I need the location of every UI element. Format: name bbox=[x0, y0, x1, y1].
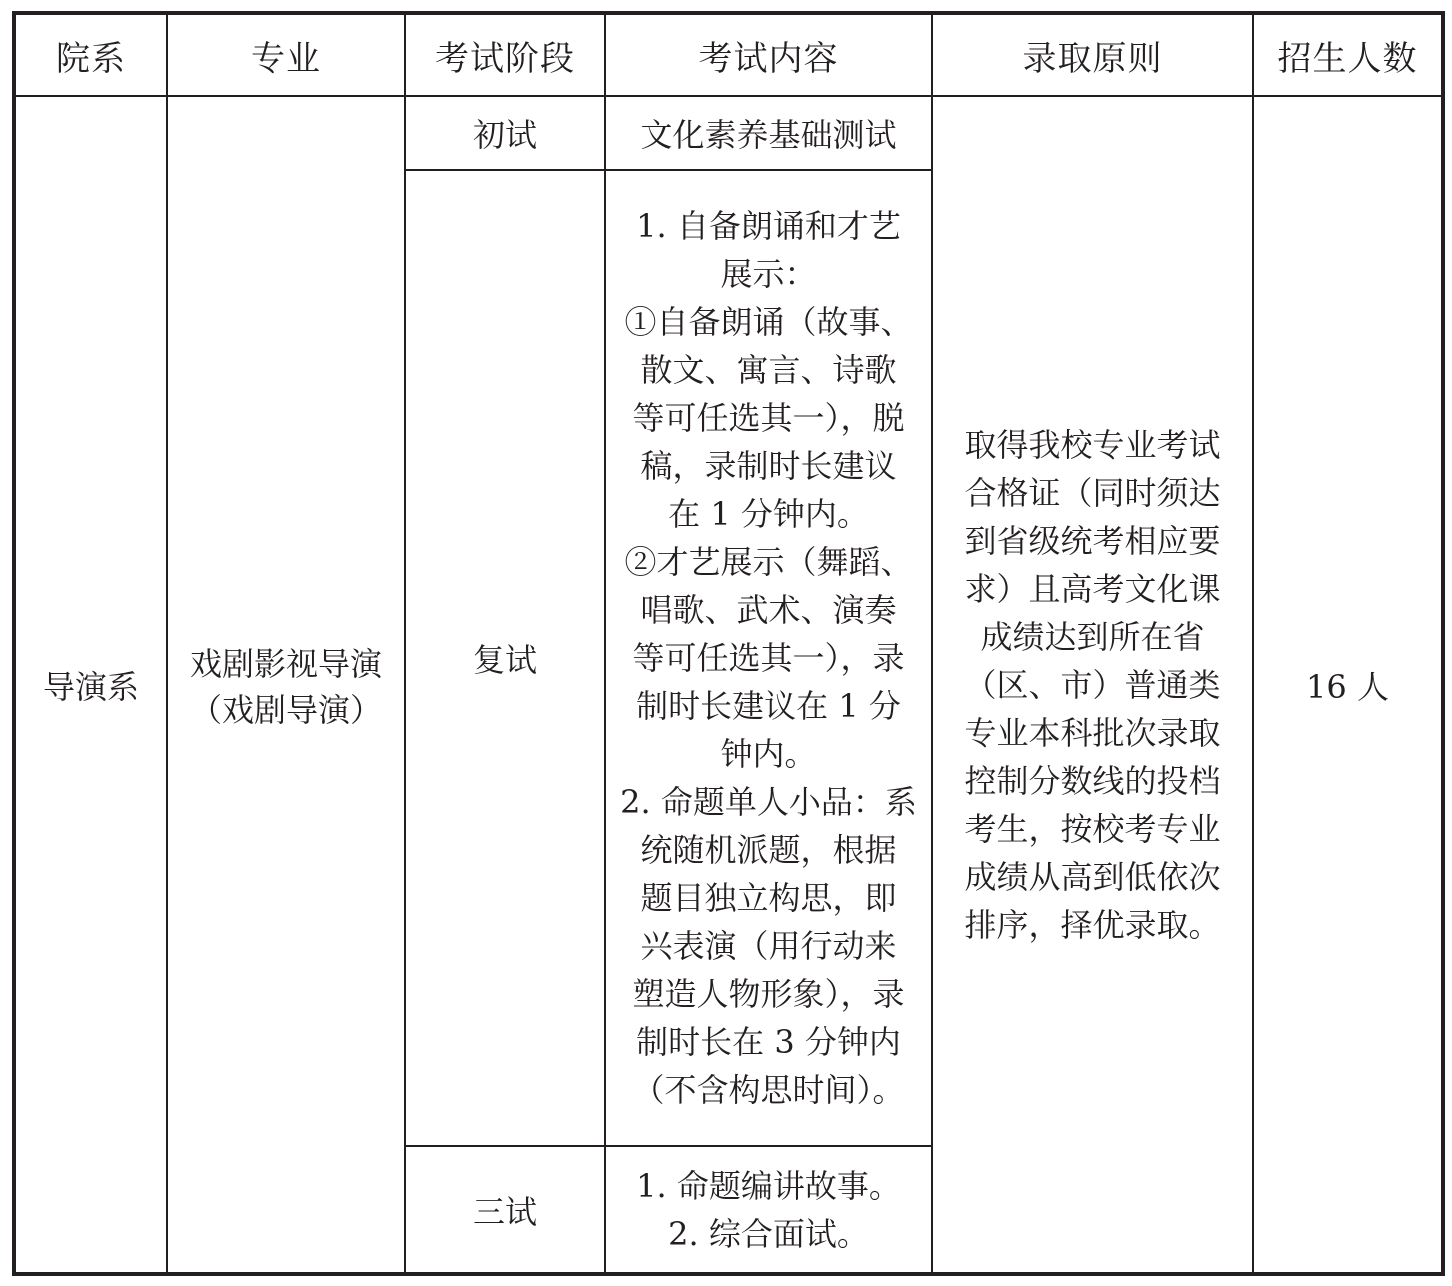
table-row bbox=[14, 96, 1443, 170]
content-line: 题目独立构思，即 bbox=[640, 879, 897, 917]
principle-line: 控制分数线的投档 bbox=[964, 761, 1221, 800]
header-exam-stage: 考试阶段 bbox=[405, 13, 605, 96]
content-line: （不含构思时间）。 bbox=[632, 1071, 905, 1109]
content-line: 1. 自备朗诵和才艺 bbox=[636, 207, 901, 245]
content-line: 唱歌、武术、演奏 bbox=[640, 591, 897, 629]
content-line: 在 1 分钟内。 bbox=[668, 495, 869, 533]
content-line: 散文、寓言、诗歌 bbox=[640, 351, 897, 389]
content-line: 等可任选其一），脱 bbox=[632, 399, 905, 437]
content-line: 稿，录制时长建议 bbox=[640, 447, 897, 485]
content-line: 等可任选其一），录 bbox=[632, 639, 905, 677]
stage-name-cell: 复试 bbox=[405, 170, 605, 1146]
stage-name-cell: 三试 bbox=[405, 1146, 605, 1274]
department-cell: 导演系 bbox=[14, 96, 167, 1274]
principle-line: （区、市）普通类 bbox=[964, 665, 1221, 704]
content-line: 2. 命题单人小品：系 bbox=[620, 783, 917, 821]
header-department: 院系 bbox=[14, 13, 167, 96]
major-cell bbox=[167, 96, 405, 1274]
header-exam-content: 考试内容 bbox=[605, 13, 932, 96]
principle-line: 求）且高考文化课 bbox=[964, 569, 1221, 608]
content-line: ②才艺展示（舞蹈、 bbox=[624, 543, 913, 581]
content-line: 展示： bbox=[720, 255, 817, 293]
principle-line: 合格证（同时须达 bbox=[964, 473, 1221, 512]
admission-table bbox=[12, 11, 1445, 1276]
principle-line: 排序，择优录取。 bbox=[964, 905, 1221, 944]
major-line: 戏剧影视导演 bbox=[189, 644, 382, 683]
principle-line: 考生，按校考专业 bbox=[964, 809, 1221, 848]
stage-content-cell: 文化素养基础测试 bbox=[605, 96, 932, 170]
enrollment-cell: 16 人 bbox=[1253, 96, 1443, 1274]
stage-content-cell bbox=[605, 170, 932, 1146]
header-major: 专业 bbox=[167, 13, 405, 96]
principle-line: 到省级统考相应要 bbox=[964, 521, 1221, 560]
header-enrollment: 招生人数 bbox=[1253, 13, 1443, 96]
content-line: 制时长建议在 1 分 bbox=[636, 687, 901, 725]
principle-line: 专业本科批次录取 bbox=[964, 713, 1221, 752]
content-line: 统随机派题，根据 bbox=[640, 831, 897, 869]
header-admission-principle: 录取原则 bbox=[932, 13, 1253, 96]
content-line: ①自备朗诵（故事、 bbox=[624, 303, 913, 341]
principle-line: 成绩从高到低依次 bbox=[964, 857, 1221, 896]
header-row bbox=[14, 13, 1443, 96]
content-line: 兴表演（用行动来 bbox=[640, 927, 897, 965]
content-line: 塑造人物形象），录 bbox=[632, 975, 905, 1013]
content-line: 钟内。 bbox=[720, 735, 817, 773]
stage-content-cell bbox=[605, 1146, 932, 1274]
admission-principle-cell bbox=[932, 96, 1253, 1274]
principle-line: 成绩达到所在省 bbox=[980, 617, 1205, 656]
stage-name-cell: 初试 bbox=[405, 96, 605, 170]
content-line: 制时长在 3 分钟内 bbox=[636, 1023, 901, 1061]
content-line: 1. 命题编讲故事。 bbox=[636, 1166, 901, 1205]
content-line: 2. 综合面试。 bbox=[668, 1214, 869, 1253]
major-line: （戏剧导演） bbox=[189, 690, 382, 729]
principle-line: 取得我校专业考试 bbox=[964, 425, 1221, 464]
